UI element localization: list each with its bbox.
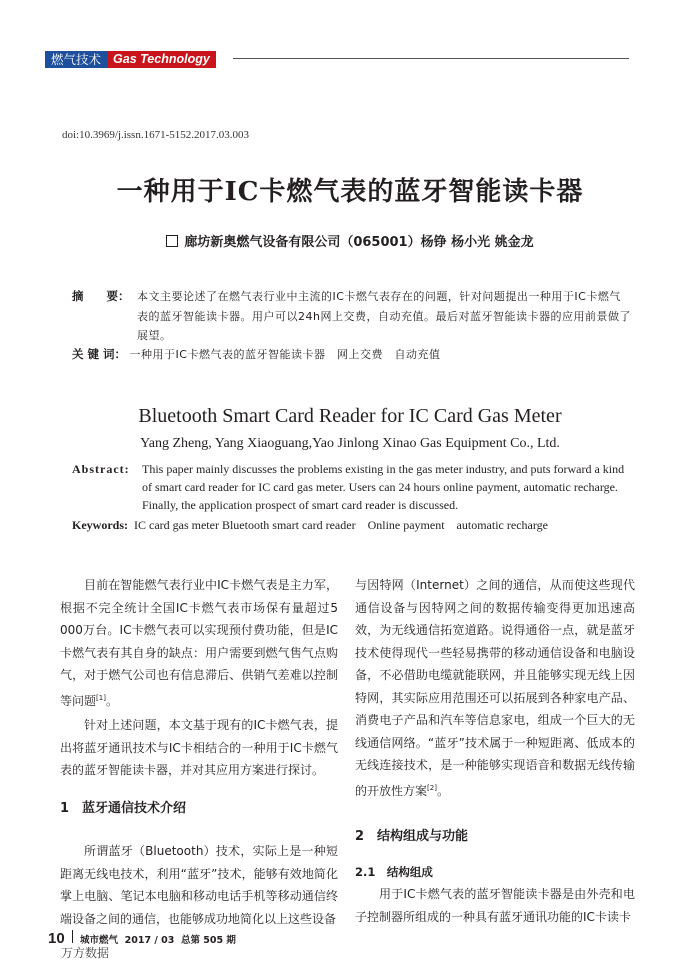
watermark: 万方数据 xyxy=(61,946,110,960)
body-column-left xyxy=(60,574,338,930)
header-rule xyxy=(233,58,629,59)
authors-en: Yang Zheng, Yang Xiaoguang,Yao Jinlong Xinao Gas Equipment Co., Ltd. xyxy=(140,436,560,451)
abstract-en xyxy=(72,460,632,514)
keywords-zh-text: 一种用于IC卡燃气表的蓝牙智能读卡器 网上交费 自动充值 xyxy=(129,348,441,361)
keywords-zh-label: 关 键 词： xyxy=(72,347,127,361)
paragraph-text: 。 xyxy=(436,783,449,798)
paragraph-text: 。 xyxy=(105,693,118,708)
article-title-en: Bluetooth Smart Card Reader for IC Card Gas Meter xyxy=(138,405,562,427)
section-heading: 2 结构组成与功能 xyxy=(355,829,469,844)
body-column-right xyxy=(355,574,635,928)
keywords-en-label: Keywords: xyxy=(72,518,128,532)
citation-ref: [2] xyxy=(427,783,437,792)
paragraph: 针对上述问题，本文基于现有的IC卡燃气表，提出将蓝牙通讯技术与IC卡相结合的一种用于IC卡燃气表的蓝牙智能读卡器，并对其应用方案进行探讨。 xyxy=(60,718,338,777)
paragraph: 所谓蓝牙（Bluetooth）技术，实际上是一种短距离无线电技术，利用“蓝牙”技术，能够有效地简化掌上电脑、笔记本电脑和移动电话手机等移动通信终端设备之间的通信，也能够成功地简化以上这些设备 xyxy=(60,844,338,926)
paragraph-text: 与因特网（Internet）之间的通信，从而使这些现代通信设备与因特网之间的数据传输变得更加迅速高效，为无线通信拓宽道路。说得通俗一点，就是蓝牙技术使得现代一些轻易携带的移动通信设备和电脑设备，不必借助电缆就能联网，并且能够实现无线上因特网，其实际应用范围还可以拓展到各种家电产品、消费电子产品和汽车等信息家电，组成一个巨大的无线通信网络。“蓝牙”技术属于一种短距离、低成本的无线连接技术，是一种能够实现语音和数据无线传输的开放性方案 xyxy=(355,578,635,798)
abstract-en-label: Abstract: xyxy=(72,462,130,476)
article-title-zh: 一种用于IC卡燃气表的蓝牙智能读卡器 xyxy=(116,177,584,207)
abstract-zh xyxy=(72,287,632,346)
citation-ref: [1] xyxy=(96,693,106,702)
footer-divider xyxy=(72,930,73,943)
paragraph: 用于IC卡燃气表的蓝牙智能读卡器是由外壳和电子控制器所组成的一种具有蓝牙通讯功能的IC卡读卡 xyxy=(355,887,635,924)
page-number: 10 xyxy=(48,930,65,947)
square-icon xyxy=(166,235,178,247)
paragraph xyxy=(355,574,635,802)
paragraph xyxy=(60,574,338,712)
keywords-zh xyxy=(72,346,440,362)
abstract-zh-label: 摘 要： xyxy=(72,289,130,303)
paragraph-text: 目前在智能燃气表行业中IC卡燃气表是主力军，根据不完全统计全国IC卡燃气表市场保有量超过5 000万台。IC卡燃气表可以实现预付费功能，但是IC卡燃气表有其自身的缺点：用户需要到燃气售气点购气，对于燃气公司也有信息滞后、供销气差难以控制等问题 xyxy=(60,578,338,708)
authors-zh xyxy=(0,231,700,250)
subsection-heading: 2.1 结构组成 xyxy=(355,864,433,879)
section-label-zh: 燃气技术 xyxy=(45,51,107,68)
section-heading: 1 蓝牙通信技术介绍 xyxy=(60,800,187,816)
abstract-zh-text: 本文主要论述了在燃气表行业中主流的IC卡燃气表存在的问题，针对问题提出一种用于IC卡燃气表的蓝牙智能读卡器。用户可以24h网上交费，自动充值。最后对蓝牙智能读卡器的应用前景做了展望。 xyxy=(137,290,631,342)
abstract-en-text: This paper mainly discusses the problems existing in the gas meter industry, and puts forward a kind of smart card reader for IC card gas meter. Users can 24 hours online payment, automatic recharge. Finally, the application prospect of smart card reader is discussed. xyxy=(142,462,625,512)
section-label-en: Gas Technology xyxy=(107,51,216,68)
keywords-en-text: IC card gas meter Bluetooth smart card reader Online payment automatic recharge xyxy=(134,518,548,532)
section-banner xyxy=(45,51,216,68)
authors-zh-text: 廊坊新奥燃气设备有限公司（065001）杨铮 杨小光 姚金龙 xyxy=(184,235,534,250)
doi: doi:10.3969/j.issn.1671-5152.2017.03.003 xyxy=(62,129,250,141)
journal-source: 城市燃气 2017 / 03 总第 505 期 xyxy=(80,935,236,946)
keywords-en xyxy=(72,518,548,533)
